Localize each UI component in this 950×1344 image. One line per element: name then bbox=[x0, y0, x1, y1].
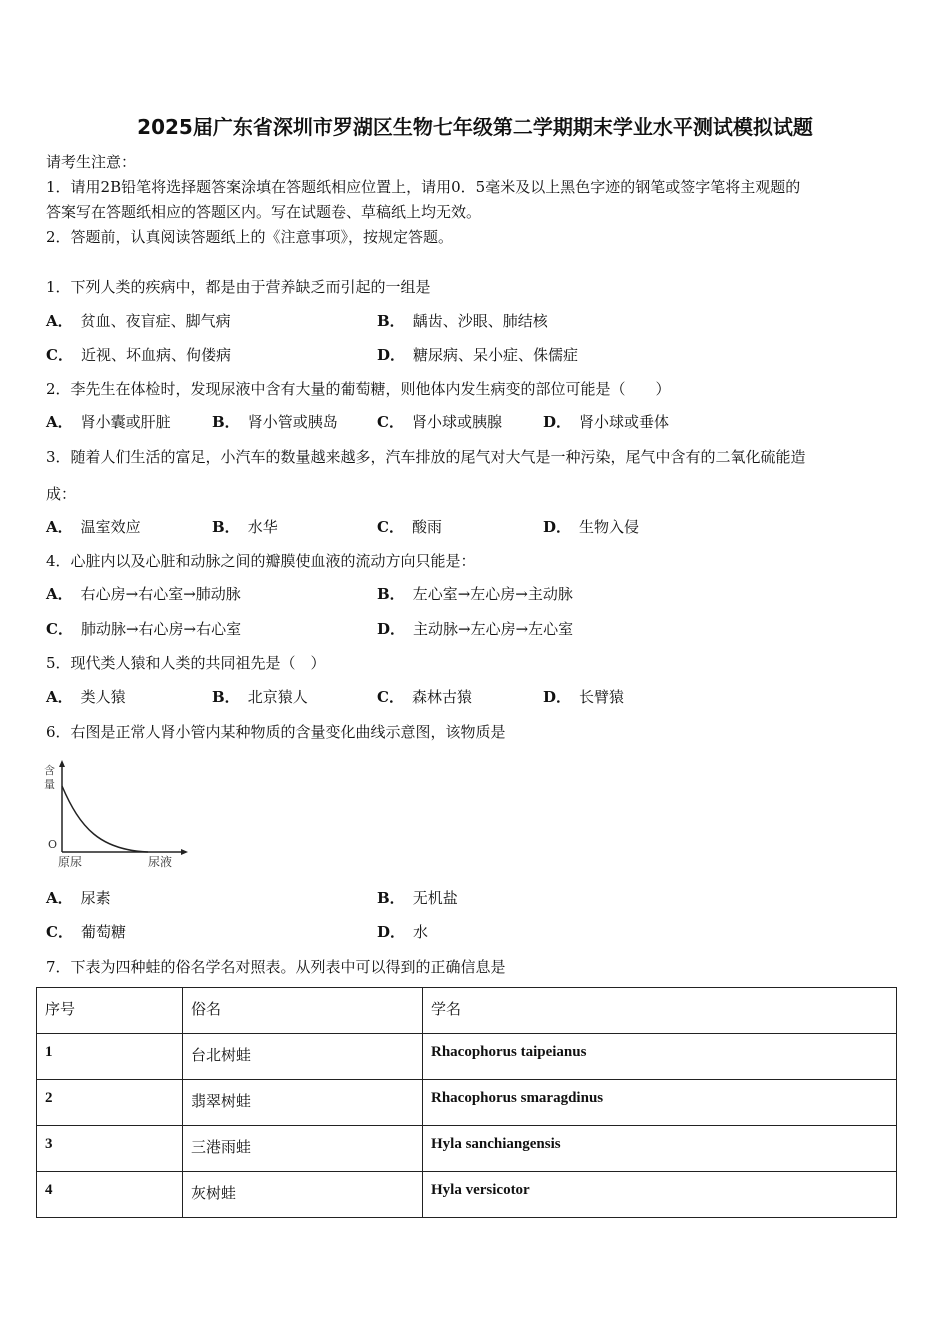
q1-option-c: C． 近视、坏血病、佝偻病 bbox=[46, 346, 231, 364]
q2-option-d: D． 肾小球或垂体 bbox=[543, 413, 670, 431]
notice-item-2: 2．答题前，认真阅读答题纸上的《注意事项》，按规定答题。 bbox=[46, 228, 454, 246]
q6-option-b: B． 无机盐 bbox=[377, 889, 458, 907]
header-common-name: 俗名 bbox=[183, 988, 423, 1034]
question-1-stem: 1．下列人类的疾病中，都是由于营养缺乏而引起的一组是 bbox=[46, 278, 431, 296]
row-number: 3 bbox=[37, 1126, 183, 1172]
q5-option-a: A． 类人猿 bbox=[46, 688, 126, 706]
question-4-stem: 4．心脏内以及心脏和动脉之间的瓣膜使血液的流动方向只能是： bbox=[46, 552, 476, 570]
q2-option-c: C． 肾小球或胰腺 bbox=[377, 413, 502, 431]
graph-ylabel-2: 量 bbox=[44, 778, 55, 791]
q4-option-a: A． 右心房→右心室→肺动脉 bbox=[46, 585, 241, 603]
q4-option-c: C． 肺动脉→右心房→右心室 bbox=[46, 620, 242, 638]
q4-option-b: B． 左心室→左心房→主动脉 bbox=[377, 585, 573, 603]
question-6-stem: 6．右图是正常人肾小管内某种物质的含量变化曲线示意图，该物质是 bbox=[46, 723, 506, 741]
row-number: 1 bbox=[37, 1034, 183, 1080]
graph-origin: O bbox=[48, 838, 58, 851]
q2-option-b: B． 肾小管或胰岛 bbox=[212, 413, 338, 431]
row-number: 4 bbox=[37, 1172, 183, 1218]
row-common-name: 台北树蛙 bbox=[183, 1034, 423, 1080]
q5-option-b: B． 北京猿人 bbox=[212, 688, 308, 706]
q6-option-c: C． 葡萄糖 bbox=[46, 923, 126, 941]
row-number: 2 bbox=[37, 1080, 183, 1126]
q2-option-a: A． 肾小囊或肝脏 bbox=[46, 413, 171, 431]
graph-curve bbox=[62, 786, 148, 852]
row-scientific-name: Hyla sanchiangensis bbox=[423, 1126, 897, 1172]
question-3-stem: 3．随着人们生活的富足，小汽车的数量越来越多，汽车排放的尾气对大气是一种污染，尾气中含有的二氧化硫能造 bbox=[46, 448, 806, 466]
concentration-graph bbox=[40, 758, 190, 870]
row-common-name: 翡翠树蛙 bbox=[183, 1080, 423, 1126]
row-scientific-name: Rhacophorus smaragdinus bbox=[423, 1080, 897, 1126]
row-common-name: 灰树蛙 bbox=[183, 1172, 423, 1218]
header-number: 序号 bbox=[37, 988, 183, 1034]
header-scientific-name: 学名 bbox=[423, 988, 897, 1034]
q5-option-d: D． 长臂猿 bbox=[543, 688, 625, 706]
table-header-row bbox=[37, 988, 897, 1034]
q3-option-a: A． 温室效应 bbox=[46, 518, 141, 536]
q3-option-b: B． 水华 bbox=[212, 518, 278, 536]
row-common-name: 三港雨蛙 bbox=[183, 1126, 423, 1172]
graph-x-end: 尿液 bbox=[148, 855, 173, 869]
page-title: 2025届广东省深圳市罗湖区生物七年级第二学期期末学业水平测试模拟试题 bbox=[137, 115, 813, 139]
graph-x-start: 原尿 bbox=[58, 855, 83, 869]
graph-ylabel-1: 含 bbox=[44, 764, 55, 777]
notice-item-1: 1．请用2B铅笔将选择题答案涂填在答题纸相应位置上，请用0．5毫米及以上黑色字迹的钢笔或签字笔将主观题的 bbox=[46, 178, 801, 196]
q3-option-d: D． 生物入侵 bbox=[543, 518, 640, 536]
q1-option-a: A． 贫血、夜盲症、脚气病 bbox=[46, 312, 231, 330]
table-row bbox=[37, 1034, 897, 1080]
table-row bbox=[37, 1126, 897, 1172]
table-row bbox=[37, 1172, 897, 1218]
question-3-stem-cont: 成： bbox=[46, 485, 77, 503]
q4-option-d: D． 主动脉→左心房→左心室 bbox=[377, 620, 574, 638]
notice-item-1-cont: 答案写在答题纸相应的答题区内。写在试题卷、草稿纸上均无效。 bbox=[46, 203, 482, 221]
q1-option-d: D． 糖尿病、呆小症、侏儒症 bbox=[377, 346, 579, 364]
row-scientific-name: Rhacophorus taipeianus bbox=[423, 1034, 897, 1080]
table-row bbox=[37, 1080, 897, 1126]
q1-option-b: B． 龋齿、沙眼、肺结核 bbox=[377, 312, 548, 330]
q5-option-c: C． 森林古猿 bbox=[377, 688, 472, 706]
frog-names-table bbox=[36, 987, 897, 1218]
q6-option-a: A． 尿素 bbox=[46, 889, 111, 907]
q6-option-d: D． 水 bbox=[377, 923, 429, 941]
question-2-stem: 2．李先生在体检时，发现尿液中含有大量的葡萄糖，则他体内发生病变的部位可能是（ ） bbox=[46, 380, 671, 398]
graph-x-arrow bbox=[181, 849, 188, 855]
question-5-stem: 5．现代类人猿和人类的共同祖先是（ ） bbox=[46, 654, 326, 672]
notice-heading: 请考生注意： bbox=[46, 153, 137, 171]
row-scientific-name: Hyla versicotor bbox=[423, 1172, 897, 1218]
q3-option-c: C． 酸雨 bbox=[377, 518, 442, 536]
question-7-stem: 7．下表为四种蛙的俗名学名对照表。从列表中可以得到的正确信息是 bbox=[46, 958, 506, 976]
graph-y-arrow bbox=[59, 760, 65, 767]
